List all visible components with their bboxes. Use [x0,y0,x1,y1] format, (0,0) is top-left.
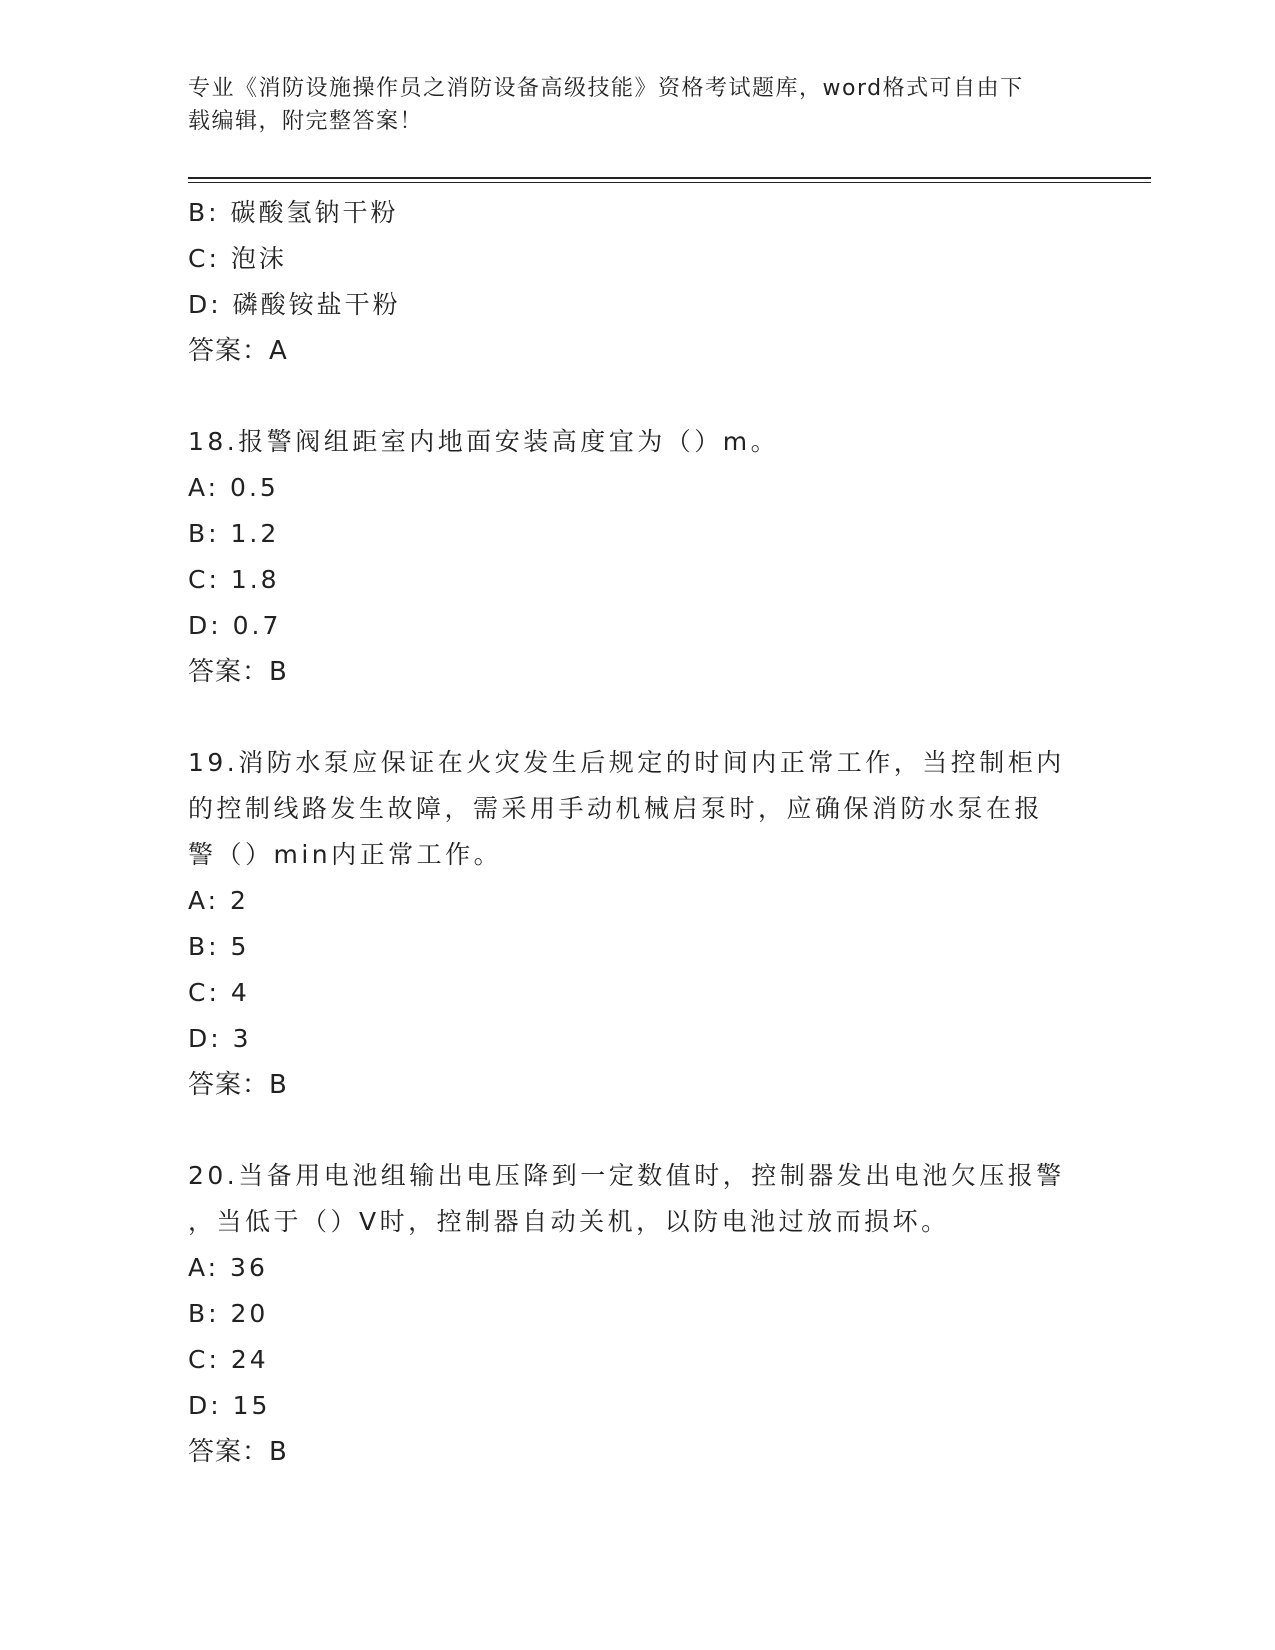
question-text-line-2: ，当低于（）V时，控制器自动关机，以防电池过放而损坏。 [188,1207,950,1236]
option-d: D: 15 [188,1391,271,1420]
header-line-2: 载编辑，附完整答案！ [188,109,424,134]
header-divider-thick [188,177,1151,179]
option-d: D: 磷酸铵盐干粉 [188,290,401,319]
document-header [188,72,1068,138]
question-text-line-2: 的控制线路发生故障，需采用手动机械启泵时，应确保消防水泵在报 [188,794,1044,823]
question-text-line-3: 警（）min内正常工作。 [188,840,503,869]
question-text-line-1: 19.消防水泵应保证在火灾发生后规定的时间内正常工作，当控制柜内 [188,748,1065,777]
answer: 答案：B [188,657,288,687]
question-text: 18.报警阀组距室内地面安装高度宜为（）m。 [188,427,780,456]
question-19 [188,740,1088,1108]
answer: 答案：A [188,336,288,366]
header-line-1: 专业《消防设施操作员之消防设备高级技能》资格考试题库，word格式可自由下 [188,76,1024,101]
question-20 [188,1153,1088,1475]
option-a: A: 0.5 [188,473,279,502]
option-c: C: 泡沫 [188,244,287,273]
option-d: D: 0.7 [188,611,282,640]
option-a: A: 36 [188,1253,268,1282]
question-text-line-1: 20.当备用电池组输出电压降到一定数值时，控制器发出电池欠压报警 [188,1161,1065,1190]
header-divider-thin [188,182,1151,183]
answer: 答案：B [188,1070,288,1100]
question-list [188,190,1088,1475]
question-18 [188,419,1088,695]
option-b: B: 碳酸氢钠干粉 [188,198,399,227]
option-c: C: 4 [188,978,250,1007]
question-17-tail [188,190,1088,374]
option-c: C: 24 [188,1345,269,1374]
option-b: B: 20 [188,1299,269,1328]
answer: 答案：B [188,1437,288,1467]
option-b: B: 5 [188,932,250,961]
option-c: C: 1.8 [188,565,280,594]
option-a: A: 2 [188,886,249,915]
option-d: D: 3 [188,1024,252,1053]
option-b: B: 1.2 [188,519,280,548]
